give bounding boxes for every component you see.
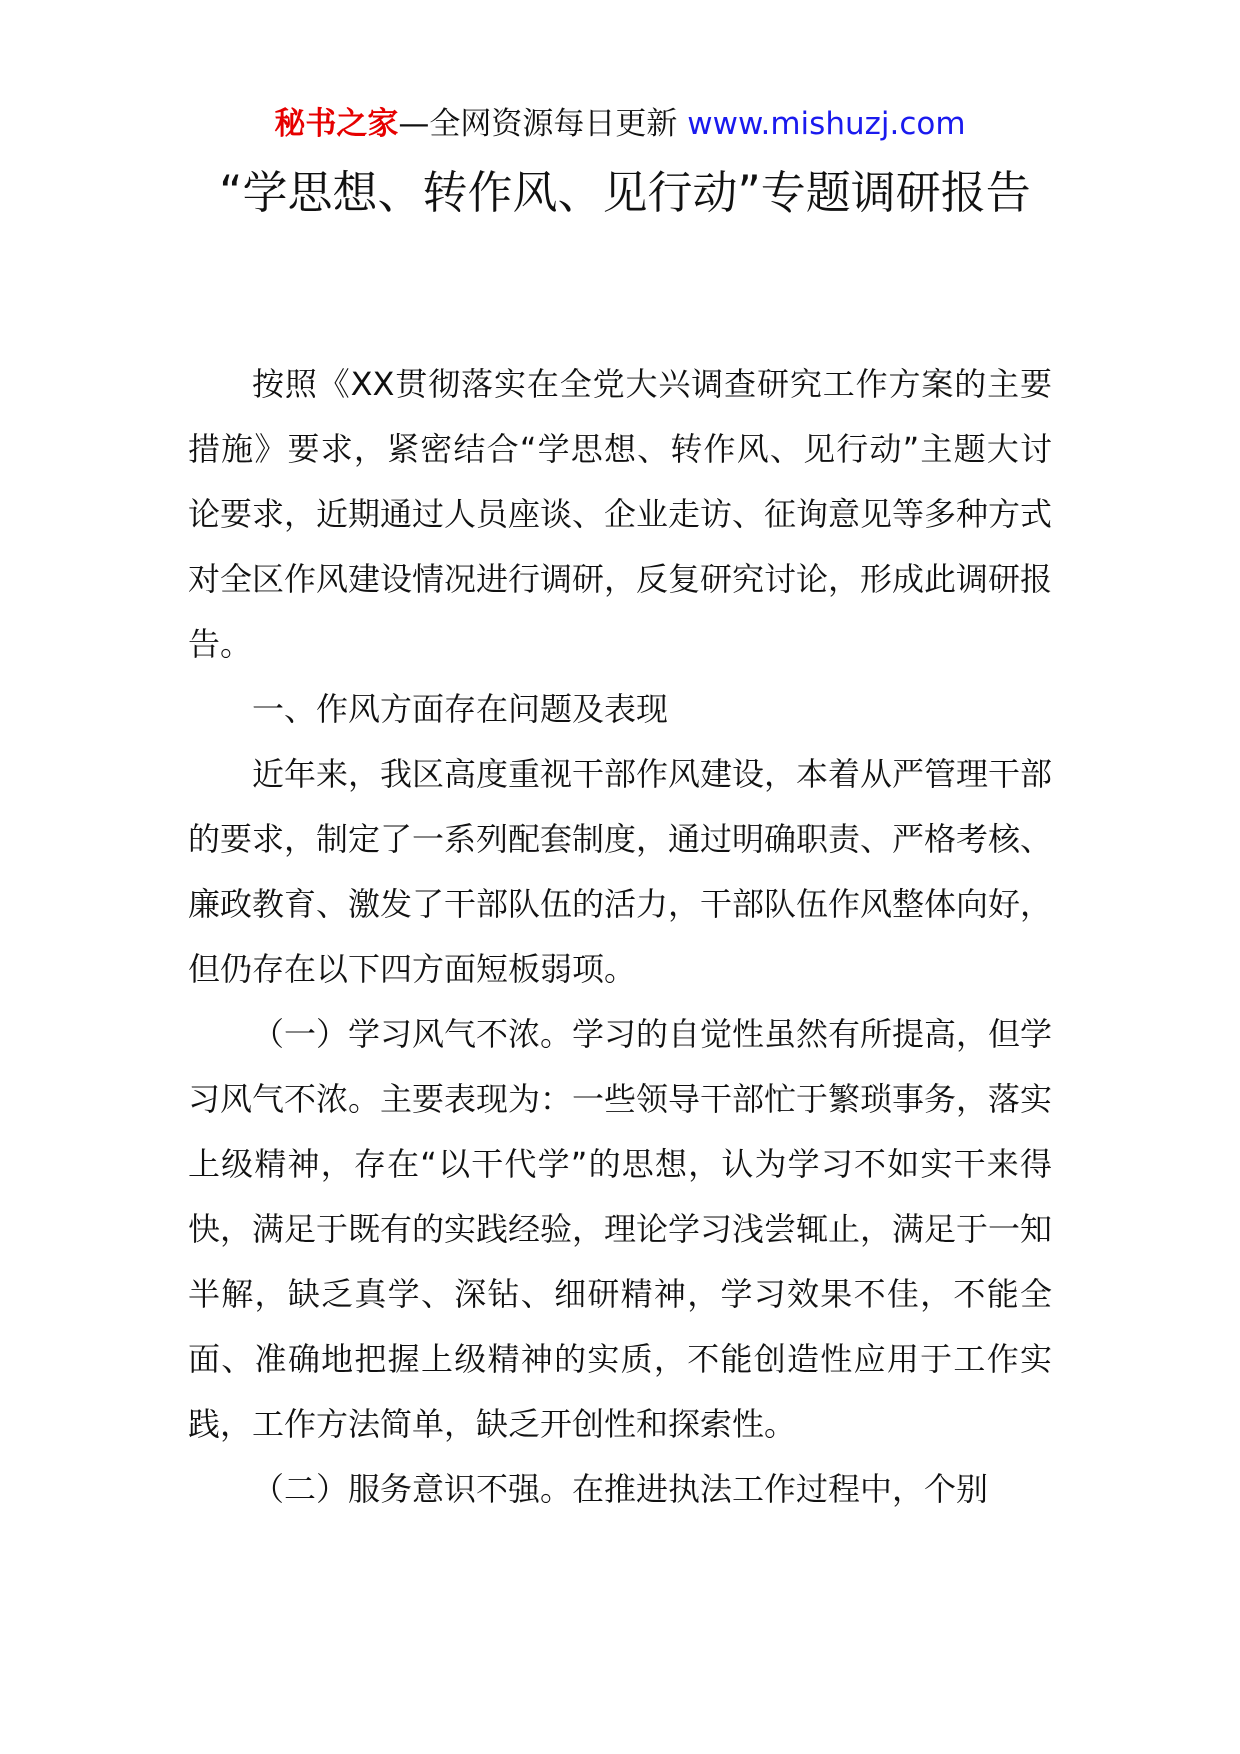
intro-paragraph: 按照《XX贯彻落实在全党大兴调查研究工作方案的主要措施》要求，紧密结合“学思想、转作风、见行动”主题大讨论要求，近期通过人员座谈、企业走访、征询意见等多种方式对全区作风建设情况进行调研，反复研究讨论，形成此调研报告。 [188, 365, 1053, 663]
watermark-header [0, 102, 1240, 146]
brand-tagline: —全网资源每日更新 [398, 106, 678, 142]
document-title: “学思想、转作风、见行动”专题调研报告 [219, 166, 1031, 219]
brand-name: 秘书之家 [274, 106, 399, 142]
website-link[interactable]: www.mishuzj.com [687, 106, 966, 142]
body-paragraph: （一）学习风气不浓。学习的自觉性虽然有所提高，但学习风气不浓。主要表现为：一些领导干部忙于繁琐事务，落实上级精神，存在“以干代学”的思想，认为学习不如实干来得快，满足于既有的实践经验，理论学习浅尝辄止，满足于一知半解，缺乏真学、深钻、细研精神，学习效果不佳，不能全面、准确地把握上级精神的实质，不能创造性应用于工作实践，工作方法简单，缺乏开创性和探索性。 [188, 1015, 1053, 1443]
section-heading: 一、作风方面存在问题及表现 [252, 690, 669, 728]
document-body [188, 352, 1052, 1522]
body-paragraph: （二）服务意识不强。在推进执法工作过程中，个别 [252, 1470, 989, 1508]
body-paragraph: 近年来，我区高度重视干部作风建设，本着从严管理干部的要求，制定了一系列配套制度，通过明确职责、严格考核、廉政教育、激发了干部队伍的活力，干部队伍作风整体向好，但仍存在以下四方面短板弱项。 [188, 755, 1053, 988]
